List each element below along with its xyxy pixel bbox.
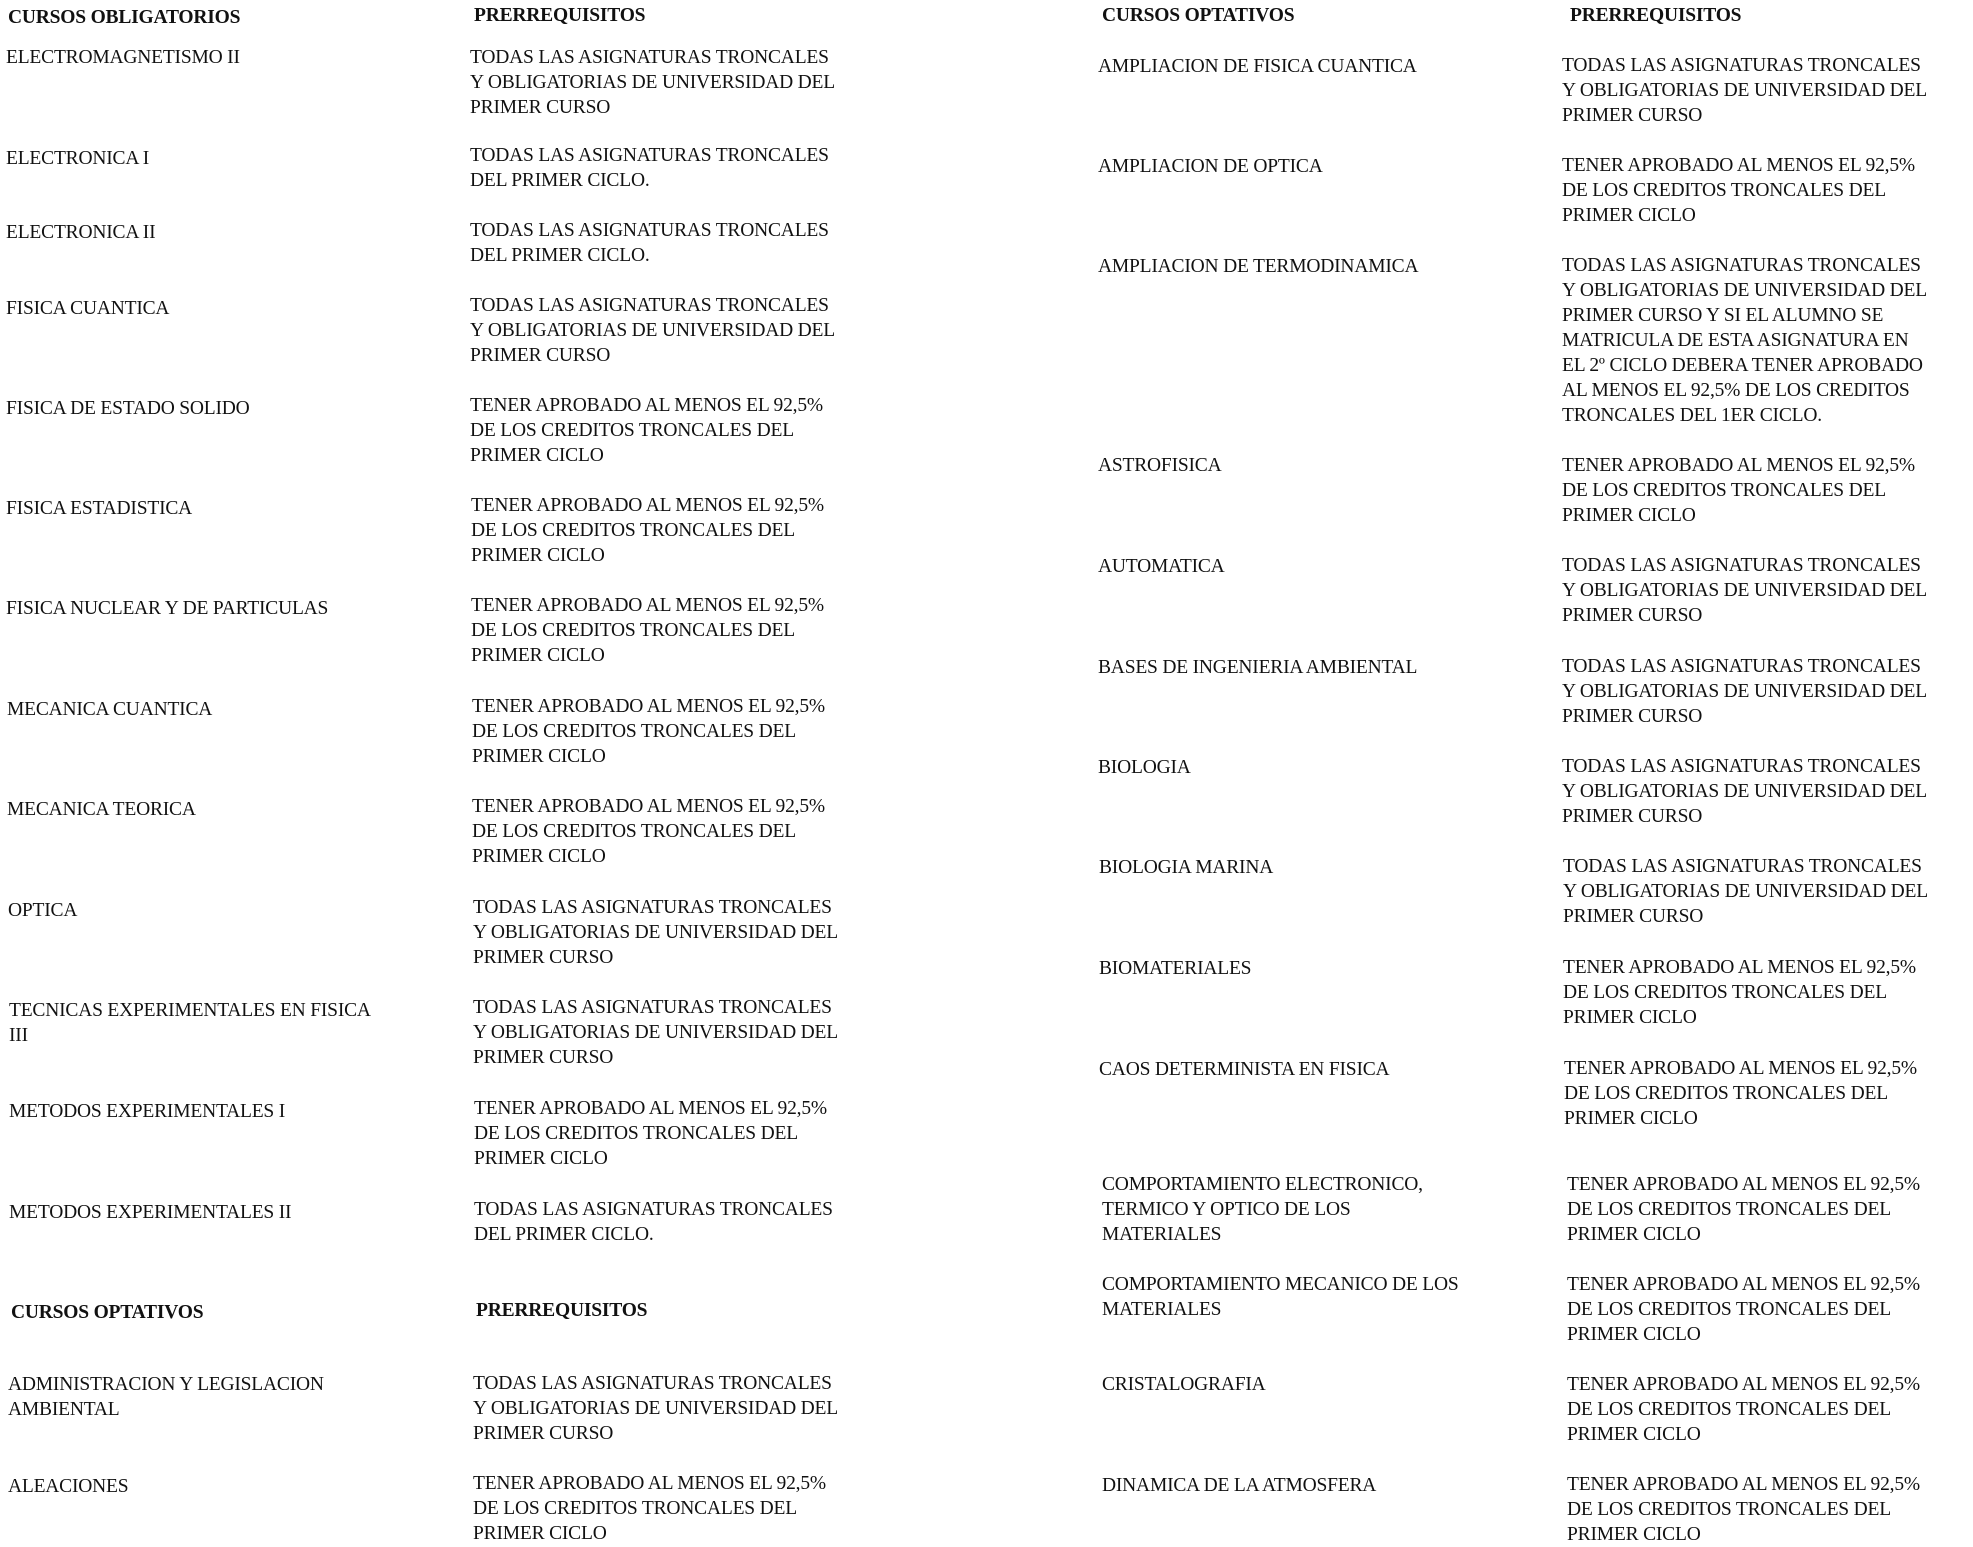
course-prereq: TENER APROBADO AL MENOS EL 92,5% DE LOS CREDITOS TRONCALES DEL PRIMER CICLO [1567,1474,1920,1545]
course-name: AMPLIACION DE OPTICA [1098,156,1323,177]
course-prereq: TODAS LAS ASIGNATURAS TRONCALES DEL PRIMER CICLO. [474,1199,833,1245]
course-prereq: TENER APROBADO AL MENOS EL 92,5% DE LOS CREDITOS TRONCALES DEL PRIMER CICLO [471,495,824,566]
course-name: BIOMATERIALES [1099,958,1252,979]
course-name: BASES DE INGENIERIA AMBIENTAL [1098,657,1418,678]
course-name: ALEACIONES [8,1476,129,1497]
course-name: MECANICA CUANTICA [7,699,213,720]
course-prereq: TODAS LAS ASIGNATURAS TRONCALES Y OBLIGATORIAS DE UNIVERSIDAD DEL PRIMER CURSO [473,1373,838,1444]
course-prereq: TENER APROBADO AL MENOS EL 92,5% DE LOS CREDITOS TRONCALES DEL PRIMER CICLO [1567,1274,1920,1345]
course-name: ELECTRONICA II [6,222,156,243]
course-name: FISICA DE ESTADO SOLIDO [6,398,250,419]
course-prereq: TODAS LAS ASIGNATURAS TRONCALES Y OBLIGATORIAS DE UNIVERSIDAD DEL PRIMER CURSO [1562,756,1927,827]
course-prereq: TODAS LAS ASIGNATURAS TRONCALES Y OBLIGATORIAS DE UNIVERSIDAD DEL PRIMER CURSO [473,897,838,968]
course-name: AMPLIACION DE FISICA CUANTICA [1098,56,1417,77]
course-name: METODOS EXPERIMENTALES II [9,1202,292,1223]
course-prereq: TODAS LAS ASIGNATURAS TRONCALES DEL PRIMER CICLO. [470,145,829,191]
course-name: CRISTALOGRAFIA [1102,1374,1266,1395]
left-header-courses: CURSOS OBLIGATORIOS [8,7,241,28]
course-name: AMPLIACION DE TERMODINAMICA [1098,256,1419,277]
course-name: ELECTROMAGNETISMO II [6,47,240,68]
course-prereq: TODAS LAS ASIGNATURAS TRONCALES Y OBLIGATORIAS DE UNIVERSIDAD DEL PRIMER CURSO [1563,856,1928,927]
course-prereq: TENER APROBADO AL MENOS EL 92,5% DE LOS CREDITOS TRONCALES DEL PRIMER CICLO [473,1473,826,1544]
course-name: ADMINISTRACION Y LEGISLACION AMBIENTAL [8,1374,324,1420]
course-prereq: TENER APROBADO AL MENOS EL 92,5% DE LOS CREDITOS TRONCALES DEL PRIMER CICLO [472,696,825,767]
course-prereq: TENER APROBADO AL MENOS EL 92,5% DE LOS CREDITOS TRONCALES DEL PRIMER CICLO [1562,155,1915,226]
course-name: COMPORTAMIENTO MECANICO DE LOS MATERIALES [1102,1274,1459,1320]
course-name: BIOLOGIA [1098,757,1191,778]
course-prereq: TODAS LAS ASIGNATURAS TRONCALES Y OBLIGATORIAS DE UNIVERSIDAD DEL PRIMER CURSO [1562,555,1927,626]
course-prereq: TODAS LAS ASIGNATURAS TRONCALES Y OBLIGATORIAS DE UNIVERSIDAD DEL PRIMER CURSO [1562,656,1927,727]
course-prereq: TODAS LAS ASIGNATURAS TRONCALES Y OBLIGATORIAS DE UNIVERSIDAD DEL PRIMER CURSO [470,295,835,366]
course-prereq: TENER APROBADO AL MENOS EL 92,5% DE LOS CREDITOS TRONCALES DEL PRIMER CICLO [470,395,823,466]
left-header2-courses: CURSOS OPTATIVOS [11,1302,204,1323]
course-name: CAOS DETERMINISTA EN FISICA [1099,1059,1390,1080]
course-prereq: TENER APROBADO AL MENOS EL 92,5% DE LOS CREDITOS TRONCALES DEL PRIMER CICLO [1567,1174,1920,1245]
course-prereq: TODAS LAS ASIGNATURAS TRONCALES Y OBLIGATORIAS DE UNIVERSIDAD DEL PRIMER CURSO [1562,55,1927,126]
course-prereq: TENER APROBADO AL MENOS EL 92,5% DE LOS CREDITOS TRONCALES DEL PRIMER CICLO [1564,1058,1917,1129]
course-prereq: TENER APROBADO AL MENOS EL 92,5% DE LOS CREDITOS TRONCALES DEL PRIMER CICLO [474,1098,827,1169]
course-prereq: TODAS LAS ASIGNATURAS TRONCALES Y OBLIGATORIAS DE UNIVERSIDAD DEL PRIMER CURSO [470,47,835,118]
course-name: AUTOMATICA [1098,556,1225,577]
course-name: FISICA NUCLEAR Y DE PARTICULAS [6,598,329,619]
course-name: OPTICA [8,900,78,921]
left-header-prereq: PRERREQUISITOS [474,5,646,26]
course-name: MECANICA TEORICA [7,799,196,820]
course-prereq: TODAS LAS ASIGNATURAS TRONCALES Y OBLIGATORIAS DE UNIVERSIDAD DEL PRIMER CURSO Y SI EL ALUMNO SE MATRICULA DE ESTA ASIGNATURA EN EL 2º CICLO DEBERA TENER APROBADO AL MENOS EL 92,5% DE LOS CREDITOS TRONCALES DEL 1ER CICLO. [1562,255,1927,426]
course-prereq: TENER APROBADO AL MENOS EL 92,5% DE LOS CREDITOS TRONCALES DEL PRIMER CICLO [1567,1374,1920,1445]
course-name: FISICA ESTADISTICA [6,498,193,519]
course-name: FISICA CUANTICA [6,298,170,319]
right-header-courses: CURSOS OPTATIVOS [1102,5,1295,26]
course-name: TECNICAS EXPERIMENTALES EN FISICA III [9,1000,371,1046]
course-name: COMPORTAMIENTO ELECTRONICO, TERMICO Y OPTICO DE LOS MATERIALES [1102,1174,1423,1245]
course-prereq: TENER APROBADO AL MENOS EL 92,5% DE LOS CREDITOS TRONCALES DEL PRIMER CICLO [472,796,825,867]
course-name: DINAMICA DE LA ATMOSFERA [1102,1475,1377,1496]
course-name: ASTROFISICA [1098,455,1222,476]
course-name: BIOLOGIA MARINA [1099,857,1274,878]
course-name: METODOS EXPERIMENTALES I [9,1101,286,1122]
course-name: ELECTRONICA I [6,148,150,169]
course-prereq: TENER APROBADO AL MENOS EL 92,5% DE LOS CREDITOS TRONCALES DEL PRIMER CICLO [1562,455,1915,526]
left-header2-prereq: PRERREQUISITOS [476,1300,648,1321]
right-header-prereq: PRERREQUISITOS [1570,5,1742,26]
course-prereq: TODAS LAS ASIGNATURAS TRONCALES Y OBLIGATORIAS DE UNIVERSIDAD DEL PRIMER CURSO [473,997,838,1068]
course-prereq: TENER APROBADO AL MENOS EL 92,5% DE LOS CREDITOS TRONCALES DEL PRIMER CICLO [471,595,824,666]
course-prereq: TENER APROBADO AL MENOS EL 92,5% DE LOS CREDITOS TRONCALES DEL PRIMER CICLO [1563,957,1916,1028]
course-prereq: TODAS LAS ASIGNATURAS TRONCALES DEL PRIMER CICLO. [470,220,829,266]
